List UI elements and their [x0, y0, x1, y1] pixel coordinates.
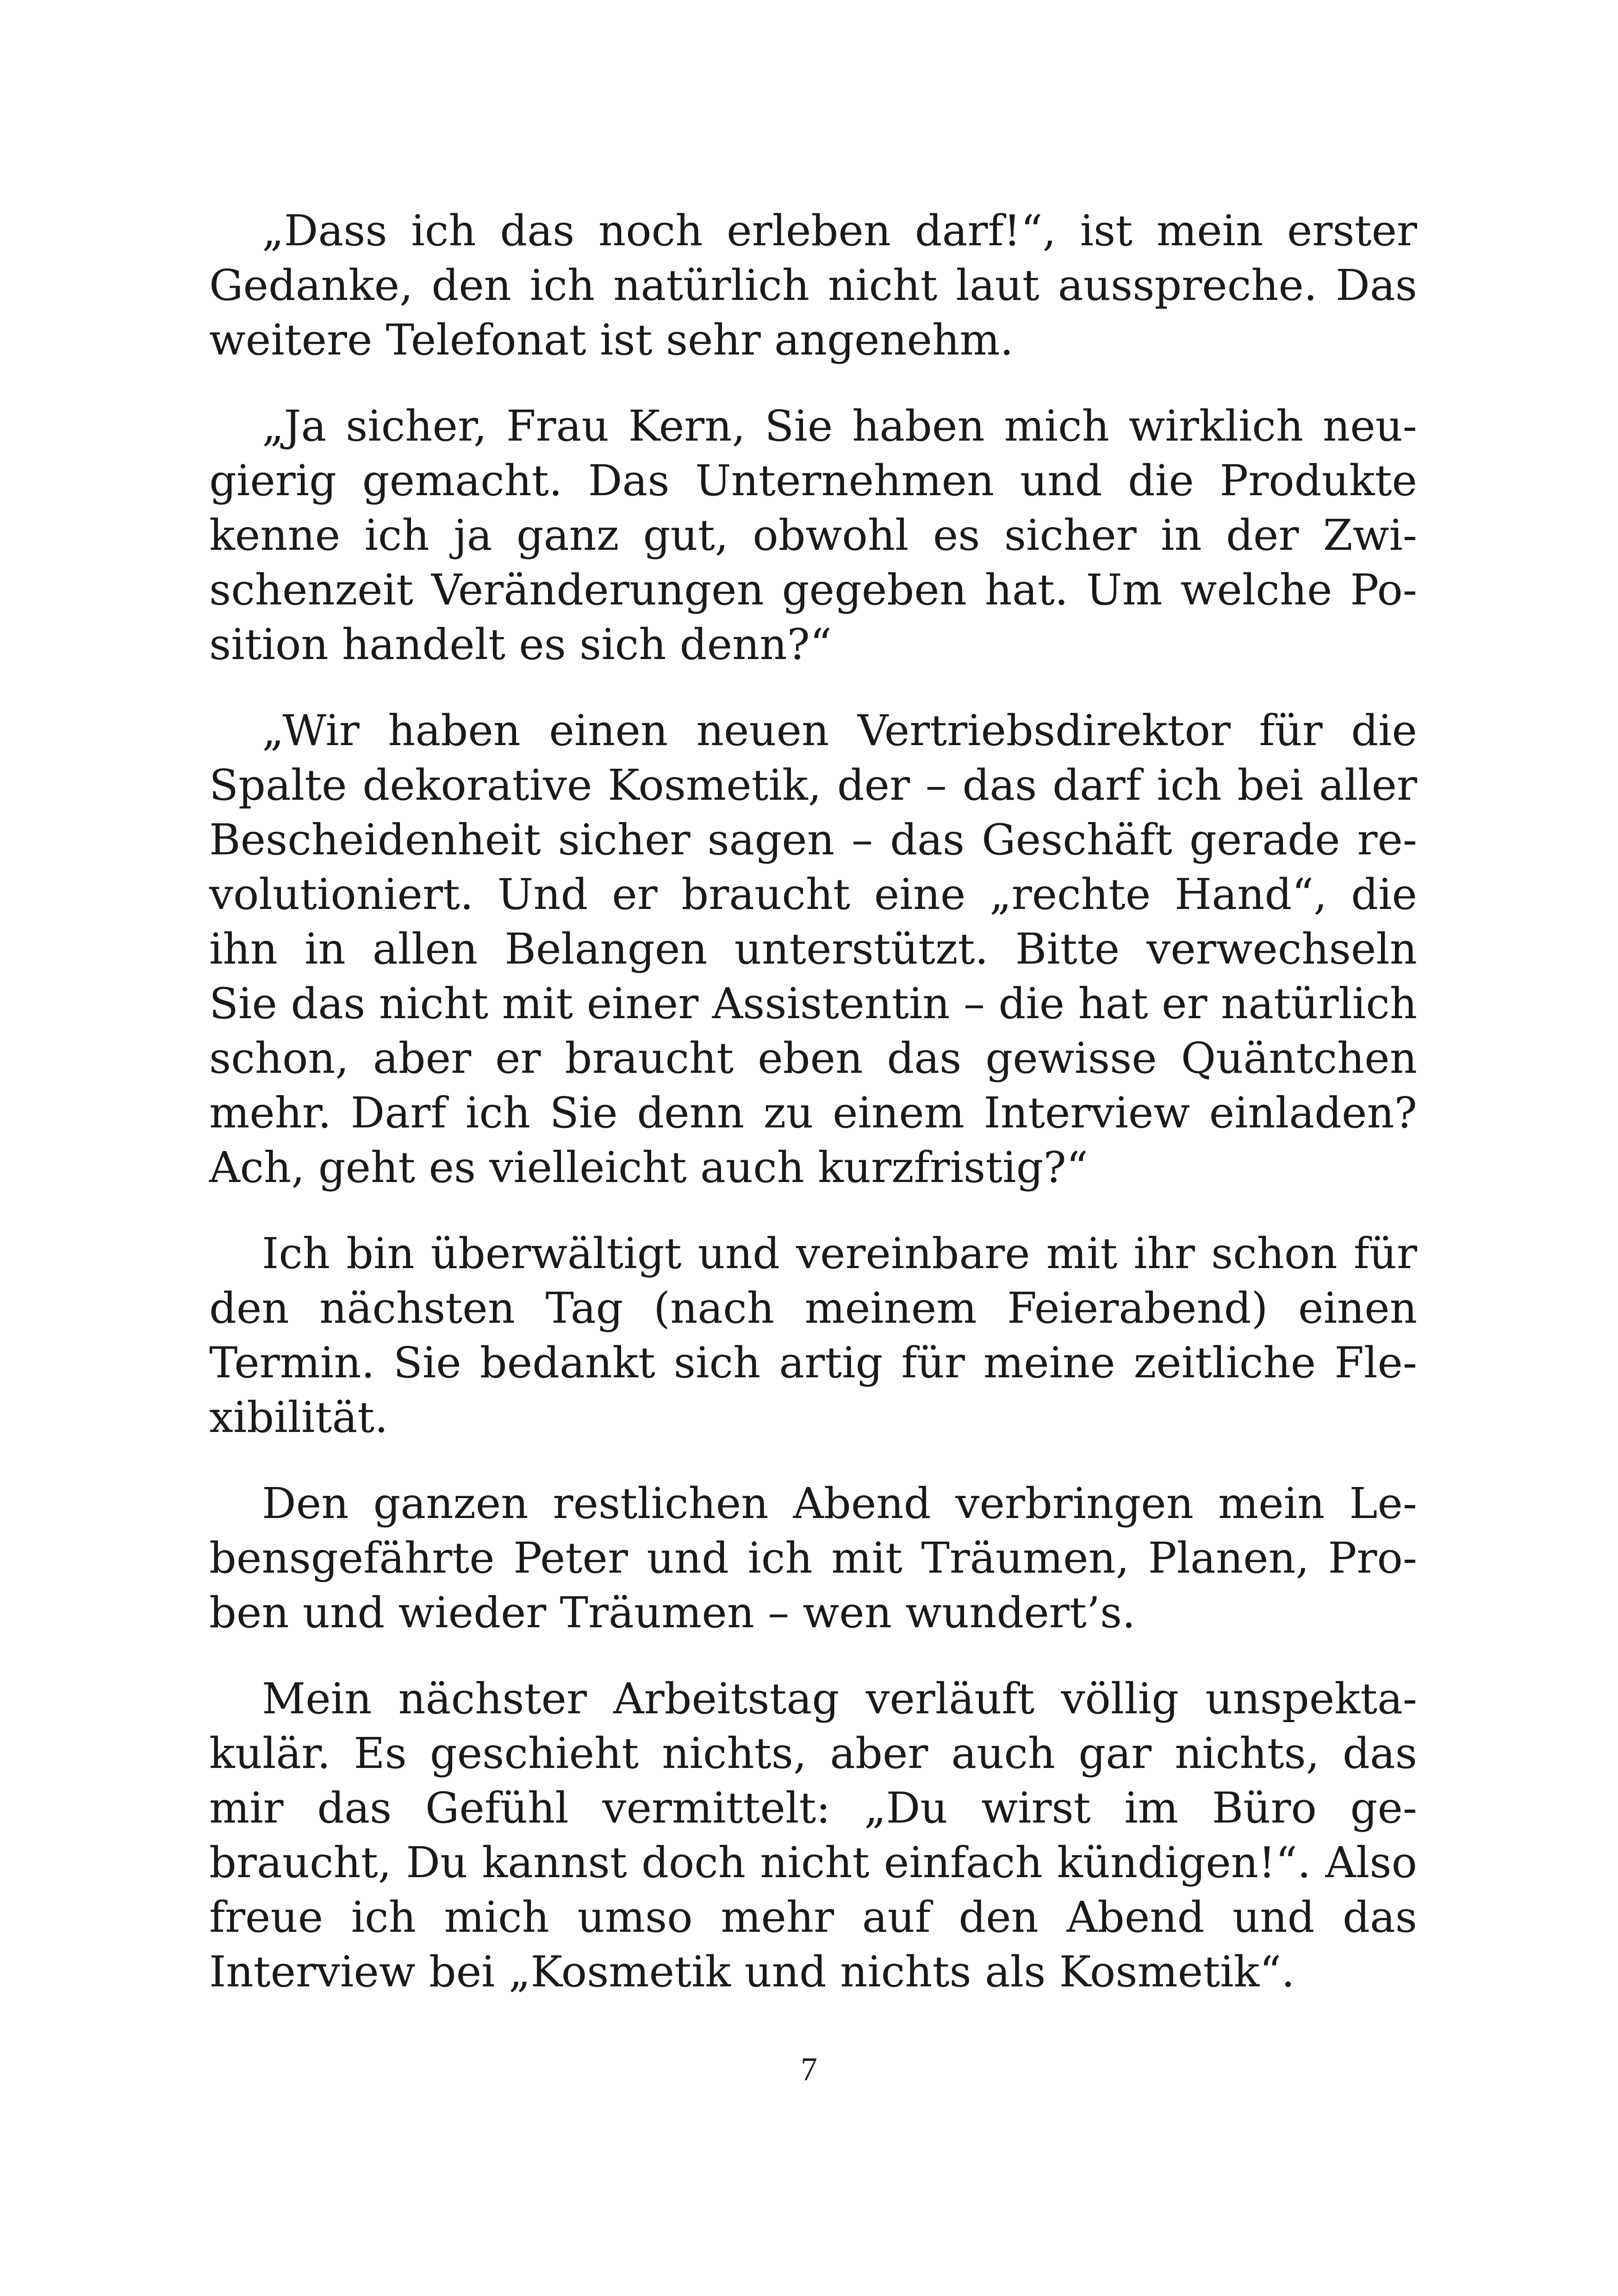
- paragraph: „Wir haben einen neuen Vertriebsdirektor für die Spalte dekorative Kosmetik, der – das darf ich bei aller Bescheidenheit sicher sagen – das Geschäft gerade revolutioniert. Und er braucht eine „rechte Hand“, die ihn in allen Belangen unterstützt. Bitte verwechseln Sie das nicht mit einer Assistentin – die hat er natürlich schon, aber er braucht eben das gewisse Quäntchen mehr. Darf ich Sie denn zu einem Interview einladen? Ach, geht es vielleicht auch kurzfristig?“: [209, 706, 1417, 1192]
- paragraph: Den ganzen restlichen Abend verbringen mein Lebensgefährte Peter und ich mit Träumen, Planen, Proben und wieder Träumen – wen wundert’s.: [209, 1479, 1417, 1637]
- paragraph: „Ja sicher, Frau Kern, Sie haben mich wirklich neugierig gemacht. Das Unternehmen und die Produkte kenne ich ja ganz gut, obwohl es sicher in der Zwischenzeit Veränderungen gegeben hat. Um welche Position handelt es sich denn?“: [209, 401, 1417, 669]
- body-text: [209, 204, 1417, 2031]
- page-number: 7: [801, 2051, 817, 2088]
- paragraph: Ich bin überwältigt und vereinbare mit ihr schon für den nächsten Tag (nach meinem Feierabend) einen Termin. Sie bedankt sich artig für meine zeitliche Flexibilität.: [209, 1229, 1417, 1442]
- paragraph: Mein nächster Arbeitstag verläuft völlig unspektakulär. Es geschieht nichts, aber auch gar nichts, das mir das Gefühl vermittelt: „Du wirst im Büro gebraucht, Du kannst doch nicht einfach kündigen!“. Also freue ich mich umso mehr auf den Abend und das Interview bei „Kosmetik und nichts als Kosmetik“.: [209, 1674, 1417, 1997]
- paragraph: „Dass ich das noch erleben darf!“, ist mein erster Gedanke, den ich natürlich nicht laut ausspreche. Das weitere Telefonat ist sehr angenehm.: [209, 206, 1417, 365]
